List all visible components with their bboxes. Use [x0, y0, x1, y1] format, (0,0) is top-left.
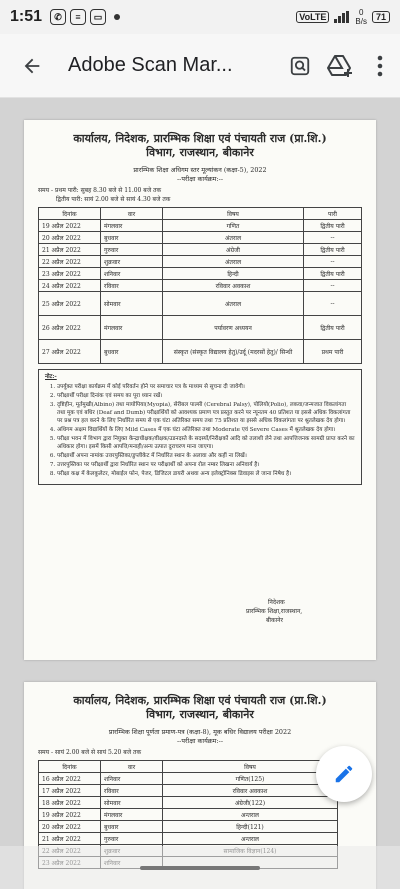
- cell-date: 18 अप्रैल 2022: [39, 797, 101, 809]
- table-header-row: [39, 761, 338, 773]
- cell-day: बुधवार: [101, 232, 163, 244]
- subtitle-line-2: --परीक्षा कार्यक्रम:--: [177, 737, 223, 745]
- note-item: 8. परीक्षा कक्ष में केलकुलेटर, मोबाईल फोन, पेजर, डिजिटल डायरी अथवा अन्य इलेक्ट्रोनिक्स डिवाइस ले जाना निषेध है।: [57, 470, 355, 478]
- cell-day: गुरुवार: [101, 833, 163, 845]
- cell-subject: गणित(125): [163, 773, 338, 785]
- drive-add-icon: [327, 54, 353, 78]
- timing-line-1: समय - सायं 2.00 बजे से सायं 5.20 बजे तक: [38, 749, 142, 756]
- document-page-1: [24, 120, 376, 660]
- page-header: [24, 682, 376, 722]
- sim-message-icon: ≡: [70, 9, 86, 25]
- edit-fab-button[interactable]: [316, 746, 372, 802]
- status-time: 1:51: [10, 8, 43, 25]
- cell-subject: संस्कृत (संस्कृत विद्यालय हेतु)/उर्दू (मदरसों हेतु)/ सिन्धी: [163, 340, 304, 364]
- subtitle-line-2: --परीक्षा कार्यक्रम:--: [177, 175, 223, 183]
- battery-level: 71: [372, 11, 390, 23]
- cell-subject: अन्तराल: [163, 809, 338, 821]
- lens-search-icon: [289, 55, 311, 77]
- cell-subject: रविवार अवकाश: [163, 785, 338, 797]
- sign-line-1: निदेशक: [268, 599, 285, 606]
- chat-icon: ▭: [90, 9, 106, 25]
- lens-search-button[interactable]: [280, 44, 320, 88]
- more-options-button[interactable]: [360, 44, 400, 88]
- status-right: [296, 8, 390, 26]
- cell-date: 24 अप्रैल 2022: [39, 280, 101, 292]
- cell-subject: पर्यावरण अध्ययन: [163, 316, 304, 340]
- header-line-1: कार्यालय, निदेशक, प्रारम्भिक शिक्षा एवं पंचायती राज (प्रा.शि.): [73, 694, 327, 707]
- cell-shift: द्वितीय पारी: [304, 316, 362, 340]
- whatsapp-icon: ✆: [50, 9, 66, 25]
- cell-day: गुरुवार: [101, 244, 163, 256]
- cell-date: 19 अप्रैल 2022: [39, 809, 101, 821]
- col-shift: पारी: [304, 208, 362, 220]
- more-vert-icon: [377, 55, 383, 77]
- cell-date: 20 अप्रैल 2022: [39, 232, 101, 244]
- cell-subject: अंग्रेजी: [163, 244, 304, 256]
- note-item: 5. परीक्षा भवन में विभाग द्वारा नियुक्त केन्द्राधीक्षक/वीक्षक/उडनदस्ते के सदस्यों/निरीक्षकों आदि को तलाशी लेने तथा आपत्तिजनक सामग्री प्राप्त करने का अधिकार होगा। इसमें किसी आपत्ति/मनाही/अन्य उत्पात दुराचरण माना जाएगा।: [57, 435, 355, 451]
- add-to-drive-button[interactable]: [320, 44, 360, 88]
- cell-subject: अंतराल: [163, 232, 304, 244]
- timing-line-2: द्वितीय पारी: सायं 2.00 बजे से सायं 4.30 बजे तक: [56, 196, 171, 203]
- cell-day: रविवार: [101, 785, 163, 797]
- cell-date: 16 अप्रैल 2022: [39, 773, 101, 785]
- table-row: [39, 785, 338, 797]
- cell-shift: --: [304, 280, 362, 292]
- table-row: [39, 809, 338, 821]
- table-row: [39, 268, 362, 280]
- table-row: [39, 220, 362, 232]
- cell-date: 20 अप्रैल 2022: [39, 821, 101, 833]
- header-line-2: विभाग, राजस्थान, बीकानेर: [146, 146, 254, 159]
- subtitle-line-1: प्रारम्भिक शिक्षा अधिगम स्तर मूल्यांकन (कक्षा-5), 2022: [133, 166, 267, 174]
- home-indicator[interactable]: [140, 866, 260, 870]
- subtitle-line-1: प्रारम्भिक शिक्षा पूर्णता प्रमाण-पत्र (कक्षा-8), मूक बधिर विद्यालय परीक्षा 2022: [108, 728, 292, 736]
- cell-shift: --: [304, 292, 362, 316]
- exam-subtitle: [24, 166, 376, 184]
- cell-day: शनिवार: [101, 268, 163, 280]
- cell-date: 26 अप्रैल 2022: [39, 316, 101, 340]
- cell-date: 21 अप्रैल 2022: [39, 244, 101, 256]
- cell-day: शनिवार: [101, 773, 163, 785]
- cell-day: सोमवार: [101, 292, 163, 316]
- exam-subtitle: [24, 728, 376, 746]
- gesture-nav-bar[interactable]: [0, 846, 400, 889]
- schedule-table: [38, 207, 362, 364]
- document-title: Adobe Scan Mar...: [68, 54, 233, 76]
- cell-shift: द्वितीय पारी: [304, 244, 362, 256]
- sign-line-3: बीकानेर: [266, 617, 283, 624]
- col-date: दिनांक: [39, 208, 101, 220]
- note-item: 6. परीक्षार्थी अपना नामांक उत्तरपुस्तिका/डुप्लीकेट में निर्धारित स्थान के अलावा और कहीं ना लिखें।: [57, 452, 355, 460]
- table-row: [39, 821, 338, 833]
- page-header: [24, 120, 376, 160]
- cell-day: मंगलवार: [101, 316, 163, 340]
- table-row: [39, 797, 338, 809]
- back-button[interactable]: [10, 44, 54, 88]
- cell-subject: रविवार अवकाश: [163, 280, 304, 292]
- note-item: 2. परीक्षार्थी परीक्षा दिनांक एवं समय का पूरा ध्यान रखें।: [57, 392, 355, 400]
- notes-heading: नोट:-: [45, 374, 57, 380]
- network-speed-value: 0: [358, 8, 364, 17]
- cell-shift: द्वितीय पारी: [304, 220, 362, 232]
- cell-subject: अन्तराल: [163, 833, 338, 845]
- table-row: [39, 292, 362, 316]
- note-item: 7. उत्तरपुस्तिका पर परीक्षार्थी द्वारा निर्धारित स्थान पर परीक्षार्थी को अपना रोल नम्बर लिखना अनिवार्य है।: [57, 461, 355, 469]
- cell-date: 27 अप्रैल 2022: [39, 340, 101, 364]
- table-row: [39, 256, 362, 268]
- cell-date: 25 अप्रैल 2022: [39, 292, 101, 316]
- cell-day: रविवार: [101, 280, 163, 292]
- app-bar: [0, 34, 400, 98]
- cell-day: बुधवार: [101, 340, 163, 364]
- notes-list: [45, 383, 355, 478]
- col-subject: विषय: [163, 208, 304, 220]
- network-speed: [355, 8, 367, 26]
- table-row: [39, 232, 362, 244]
- cell-day: सोमवार: [101, 797, 163, 809]
- cell-date: 17 अप्रैल 2022: [39, 785, 101, 797]
- table-header-row: [39, 208, 362, 220]
- cell-day: बुधवार: [101, 821, 163, 833]
- cell-subject: गणित: [163, 220, 304, 232]
- volte-badge: VoLTE: [296, 11, 329, 23]
- notification-dot-icon: [114, 14, 120, 20]
- cell-subject: अंतराल: [163, 292, 304, 316]
- exam-timing: [38, 186, 376, 204]
- cell-subject: हिन्दी(121): [163, 821, 338, 833]
- status-bar: [0, 0, 400, 34]
- col-day: वार: [101, 208, 163, 220]
- pencil-icon: [333, 763, 355, 785]
- cell-date: 22 अप्रैल 2022: [39, 256, 101, 268]
- sign-line-2: प्रारम्भिक शिक्षा,राजस्थान,: [246, 608, 303, 615]
- cell-shift: प्रथम पारी: [304, 340, 362, 364]
- signature-block: [246, 598, 302, 625]
- table-row: [39, 280, 362, 292]
- cell-date: 23 अप्रैल 2022: [39, 268, 101, 280]
- cell-subject: हिन्दी: [163, 268, 304, 280]
- note-item: 1. उपर्युक्त परीक्षा कार्यक्रम में कोई परिवर्तन होने पर समाचार पत्र के माध्यम से सूचना दी जावेगी।: [57, 383, 355, 391]
- cell-day: मंगलवार: [101, 809, 163, 821]
- cell-shift: --: [304, 256, 362, 268]
- table-row: [39, 773, 338, 785]
- table-row: [39, 833, 338, 845]
- cell-subject: अंग्रेजी(122): [163, 797, 338, 809]
- cell-shift: --: [304, 232, 362, 244]
- header-line-1: कार्यालय, निदेशक, प्रारम्भिक शिक्षा एवं पंचायती राज (प्रा.शि.): [73, 132, 327, 145]
- notes-box: [38, 369, 362, 485]
- col-day: वार: [101, 761, 163, 773]
- cell-date: 21 अप्रैल 2022: [39, 833, 101, 845]
- network-speed-unit: B/s: [355, 17, 367, 26]
- cell-date: 19 अप्रैल 2022: [39, 220, 101, 232]
- cell-day: शुक्रवार: [101, 256, 163, 268]
- timing-line-1: समय - प्रथम पारी: सुबह 8.30 बजे से 11.00 बजे तक: [38, 187, 162, 194]
- cell-shift: द्वितीय पारी: [304, 268, 362, 280]
- table-row: [39, 340, 362, 364]
- col-date: दिनांक: [39, 761, 101, 773]
- table-row: [39, 316, 362, 340]
- signal-icon: [334, 11, 350, 23]
- note-item: 4. अधिगम अक्षम विद्यार्थियों के लिए Mild Cases में एक घंटा अतिरिक्त तथा Moderate एवं Severe Cases में श्रुतलेखक देय होगा।: [57, 426, 355, 434]
- note-item: 3. दृष्टिहीन, मूर्तमुखी(Albino) तथा मायोपिया(Myopia), सेरीबल पाल्सी (Cerebral Palsy), पोलियो(Polio), लकवा/जन्मजात विकलांगता तथा मूक एवं बधिर (Deaf and Dumb) परीक्षार्थियों को आवश्यक प्रमाण पत्र प्रस्तुत करने पर न्यूनतम 40 प्रतिशत या इससे अधिक विकलांगता पर प्रश्न पत्र हल करने के लिए निर्धारित समय से एक घंटा अतिरिक्त समय तथा 75 प्रतिशत या इससे अधिक विकलांगता पर श्रुतलेखक देय होगा।: [57, 401, 355, 425]
- cell-subject: अंतराल: [163, 256, 304, 268]
- header-line-2: विभाग, राजस्थान, बीकानेर: [146, 708, 254, 721]
- table-row: [39, 244, 362, 256]
- col-subject: विषय: [163, 761, 338, 773]
- cell-day: मंगलवार: [101, 220, 163, 232]
- arrow-left-icon: [21, 55, 43, 77]
